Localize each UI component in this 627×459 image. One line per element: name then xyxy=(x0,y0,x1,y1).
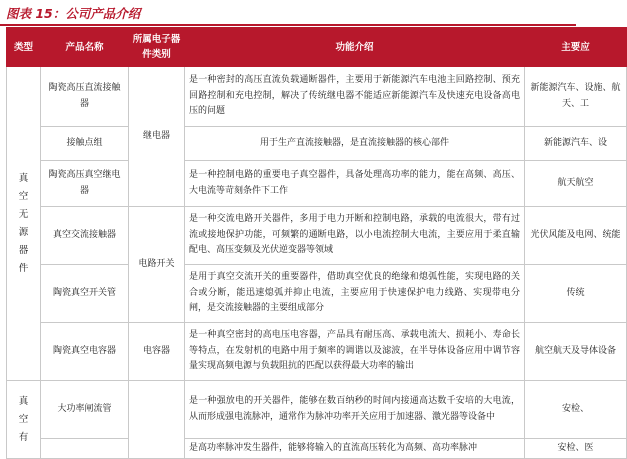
header-application: 主要应 xyxy=(525,28,627,67)
product-application: 安检、医 xyxy=(525,439,627,459)
product-function: 是一种真空密封的高电压电容器，产品具有耐压高、承载电流大、损耗小、寿命长等特点，在发射机的电路中用于频率的调谐以及滤波，在半导体设备应用中调节容量实现高频电源与负载阻抗的匹配以获得最大功率的输出 xyxy=(185,323,525,381)
category-cell: 电路开关 xyxy=(129,207,185,323)
product-name xyxy=(41,439,129,459)
category-cell xyxy=(129,381,185,459)
product-function: 是一种交流电路开关器件，多用于电力开断和控制电路，承载的电流很大，带有过流或接地保护功能，可频繁的通断电路，以小电流控制大电流，主要应用于柔直输配电、高压变频及光伏逆变器等领域 xyxy=(185,207,525,265)
header-category: 所属电子器件类别 xyxy=(129,28,185,67)
product-application: 光伏风能及电网、统能 xyxy=(525,207,627,265)
header-row xyxy=(7,28,627,67)
table-row xyxy=(7,127,627,161)
title-rule xyxy=(0,24,576,26)
product-name: 陶瓷高压真空继电器 xyxy=(41,161,129,207)
product-application: 传统 xyxy=(525,265,627,323)
category-cell: 继电器 xyxy=(129,67,185,207)
figure-title: 图表 15：公司产品介绍 xyxy=(6,6,141,21)
table-row xyxy=(7,67,627,127)
product-name: 大功率闸流管 xyxy=(41,381,129,439)
group-type-cell xyxy=(7,67,41,381)
table-row xyxy=(7,381,627,439)
product-application: 安检、 xyxy=(525,381,627,439)
group-type-label: 真空有 xyxy=(18,395,29,443)
header-type: 类型 xyxy=(7,28,41,67)
header-function: 功能介绍 xyxy=(185,28,525,67)
table-row xyxy=(7,161,627,207)
table-row xyxy=(7,265,627,323)
product-function: 是用于真空交流开关的重要器件，借助真空优良的绝缘和熄弧性能，实现电路的关合或分断，能迅速熄弧并抑止电流，主要应用于快速保护电力线路、实现带电分闸，是交流接触器的主要组成部分 xyxy=(185,265,525,323)
product-application: 新能源汽车、设 xyxy=(525,127,627,161)
product-function: 是一种密封的高压直流负载通断器件，主要用于新能源汽车电池主回路控制、预充回路控制和充电控制，解决了传统继电器不能适应新能源汽车及快速充电设备高电压的问题 xyxy=(185,67,525,127)
product-function: 是一种控制电路的重要电子真空器件，具备处理高功率的能力，能在高频、高压、大电流等苛刻条件下工作 xyxy=(185,161,525,207)
product-name: 陶瓷真空开关管 xyxy=(41,265,129,323)
product-name: 真空交流接触器 xyxy=(41,207,129,265)
header-name: 产品名称 xyxy=(41,28,129,67)
table-row xyxy=(7,323,627,381)
product-function: 是一种强放电的开关器件，能够在数百纳秒的时间内接通高达数千安培的大电流，从而形成强电流脉冲，通常作为脉冲功率开关应用于加速器、激光器等设备中 xyxy=(185,381,525,439)
product-name: 陶瓷真空电容器 xyxy=(41,323,129,381)
table-row xyxy=(7,207,627,265)
product-application: 航天航空 xyxy=(525,161,627,207)
product-function: 是高功率脉冲发生器件，能够将输入的直流高压转化为高频、高功率脉冲 xyxy=(185,439,525,459)
product-table xyxy=(6,27,627,459)
category-cell: 电容器 xyxy=(129,323,185,381)
group-type-label: 真空无源器件 xyxy=(18,172,29,274)
product-name: 接触点组 xyxy=(41,127,129,161)
product-name: 陶瓷高压直流接触器 xyxy=(41,67,129,127)
product-application: 新能源汽车、设施、航天、工 xyxy=(525,67,627,127)
table-row xyxy=(7,439,627,459)
group-type-cell xyxy=(7,381,41,459)
product-application: 航空航天及导体设备 xyxy=(525,323,627,381)
product-function: 用于生产直流接触器，是直流接触器的核心部件 xyxy=(185,127,525,161)
